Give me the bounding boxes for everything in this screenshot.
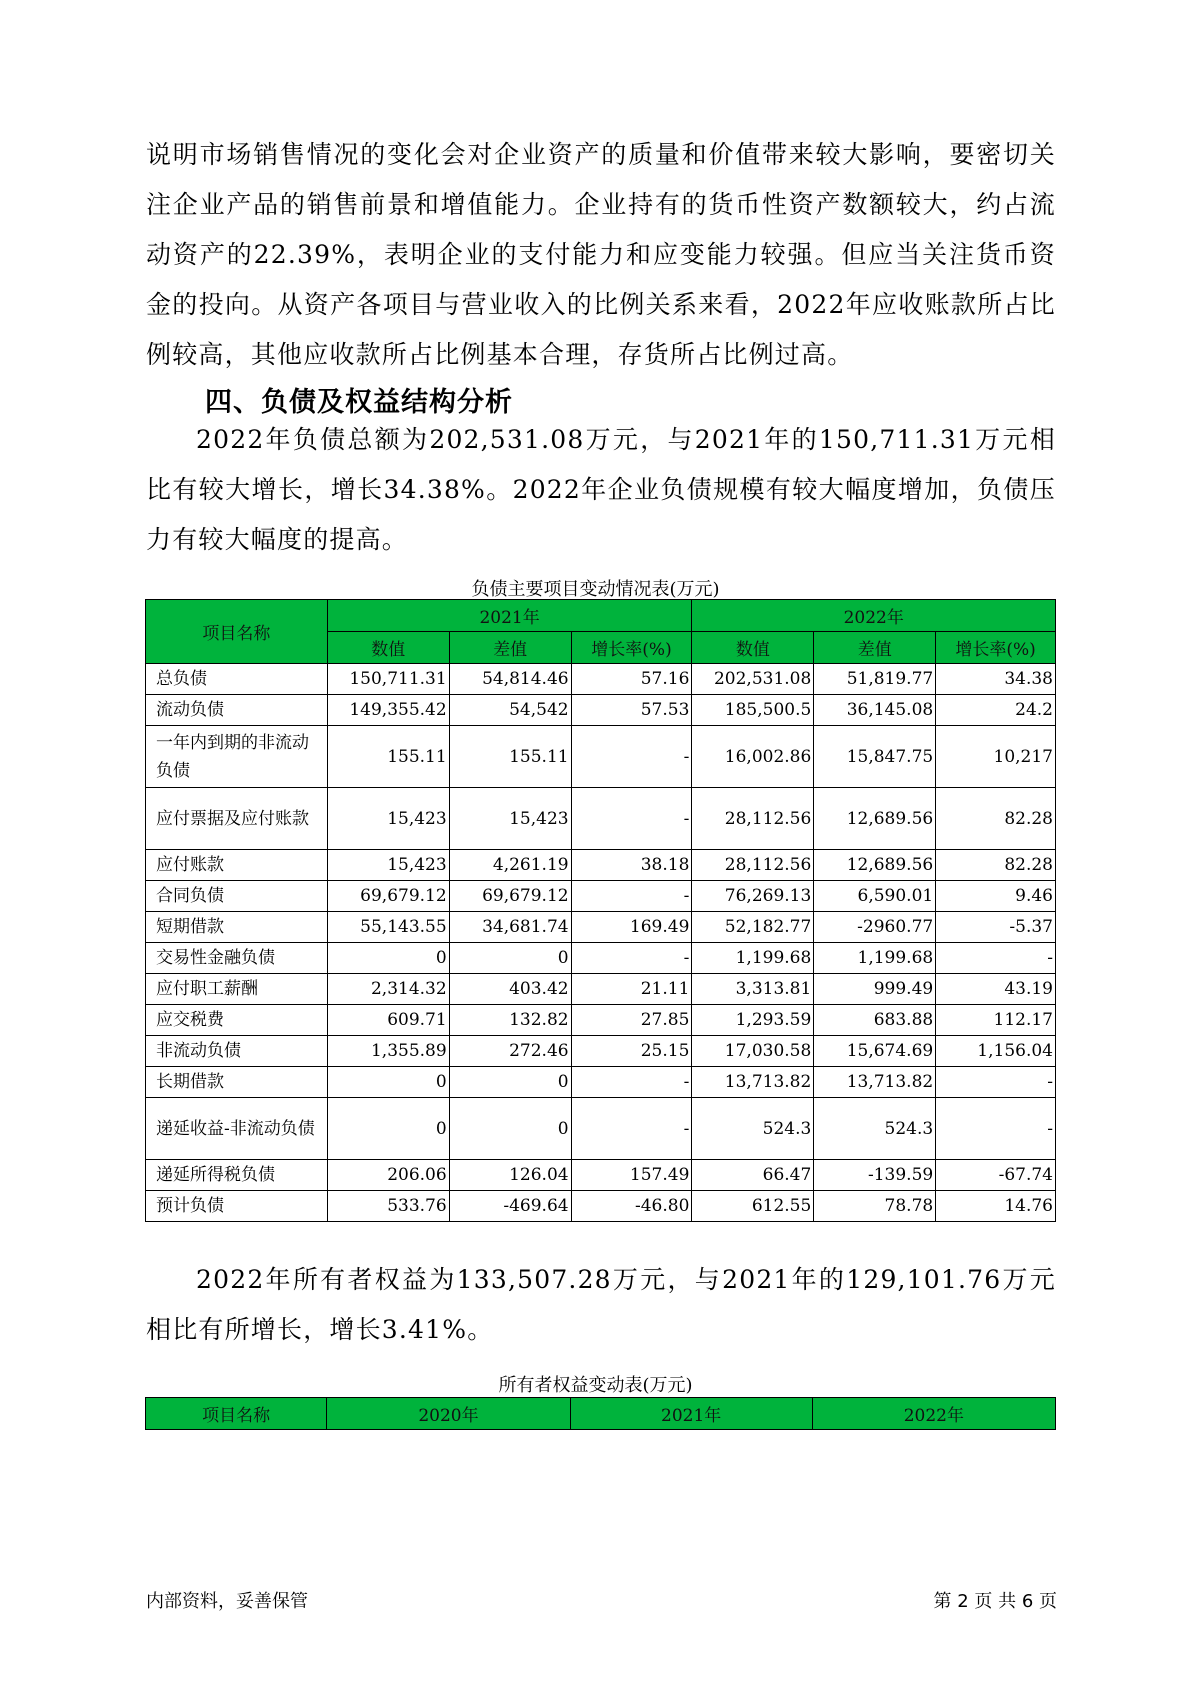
table-row xyxy=(146,788,1056,850)
footer-confidential: 内部资料，妥善保管 xyxy=(146,1591,308,1612)
row-value: 51,819.77 xyxy=(814,664,936,695)
row-value: 12,689.56 xyxy=(814,788,936,850)
table-row xyxy=(146,850,1056,881)
row-label: 应付职工薪酬 xyxy=(146,974,328,1005)
row-value: 0 xyxy=(327,943,449,974)
table-row xyxy=(146,974,1056,1005)
row-label: 交易性金融负债 xyxy=(146,943,328,974)
row-value: 24.2 xyxy=(936,695,1056,726)
row-value: 38.18 xyxy=(571,850,692,881)
row-value: 169.49 xyxy=(571,912,692,943)
equity-header-cell: 2022年 xyxy=(812,1398,1055,1430)
row-label: 短期借款 xyxy=(146,912,328,943)
table-row xyxy=(146,664,1056,695)
row-value: 54,814.46 xyxy=(449,664,571,695)
row-value: 34.38 xyxy=(936,664,1056,695)
table-row xyxy=(146,1005,1056,1036)
paragraph-liability-summary: 2022年负债总额为202,531.08万元，与2021年的150,711.31万元相比有较大增长，增长34.38%。2022年企业负债规模有较大幅度增加，负债压力有较大幅度的提高。 xyxy=(146,425,1056,554)
row-value: 13,713.82 xyxy=(692,1067,814,1098)
row-value: 185,500.5 xyxy=(692,695,814,726)
row-value: 524.3 xyxy=(814,1098,936,1160)
row-value: 82.28 xyxy=(936,850,1056,881)
row-value: 15,423 xyxy=(327,850,449,881)
row-value: 3,313.81 xyxy=(692,974,814,1005)
row-value: 609.71 xyxy=(327,1005,449,1036)
row-value: 55,143.55 xyxy=(327,912,449,943)
subheader-cell: 增长率(%) xyxy=(571,632,692,664)
row-value: 76,269.13 xyxy=(692,881,814,912)
table-row xyxy=(146,881,1056,912)
row-value: 150,711.31 xyxy=(327,664,449,695)
row-value: - xyxy=(936,1098,1056,1160)
row-value: 999.49 xyxy=(814,974,936,1005)
header-item-name: 项目名称 xyxy=(146,600,328,664)
row-value: -2960.77 xyxy=(814,912,936,943)
row-value: 27.85 xyxy=(571,1005,692,1036)
row-value: 0 xyxy=(449,943,571,974)
table-row xyxy=(146,1036,1056,1067)
row-value: 1,355.89 xyxy=(327,1036,449,1067)
subheader-cell: 差值 xyxy=(449,632,571,664)
table-row xyxy=(146,726,1056,788)
table-row xyxy=(146,912,1056,943)
row-value: 15,423 xyxy=(327,788,449,850)
row-value: 57.16 xyxy=(571,664,692,695)
header-year-2021: 2021年 xyxy=(327,600,692,632)
row-value: - xyxy=(571,881,692,912)
row-value: 16,002.86 xyxy=(692,726,814,788)
table-row xyxy=(146,695,1056,726)
row-value: 149,355.42 xyxy=(327,695,449,726)
liability-table xyxy=(145,599,1056,1222)
row-value: 69,679.12 xyxy=(449,881,571,912)
table-row xyxy=(146,1098,1056,1160)
row-value: 21.11 xyxy=(571,974,692,1005)
paragraph-equity-summary: 2022年所有者权益为133,507.28万元，与2021年的129,101.76万元相比有所增长，增长3.41%。 xyxy=(146,1265,1056,1344)
row-value: -67.74 xyxy=(936,1160,1056,1191)
row-value: 15,423 xyxy=(449,788,571,850)
equity-header-cell: 项目名称 xyxy=(146,1398,327,1430)
equity-header-cell: 2020年 xyxy=(327,1398,570,1430)
table2-caption: 所有者权益变动表(万元) xyxy=(498,1375,693,1396)
subheader-cell: 数值 xyxy=(327,632,449,664)
subheader-cell: 增长率(%) xyxy=(936,632,1056,664)
row-label: 递延所得税负债 xyxy=(146,1160,328,1191)
row-value: 15,674.69 xyxy=(814,1036,936,1067)
row-value: 36,145.08 xyxy=(814,695,936,726)
row-value: 1,156.04 xyxy=(936,1036,1056,1067)
row-value: - xyxy=(936,943,1056,974)
row-value: 202,531.08 xyxy=(692,664,814,695)
row-value: 13,713.82 xyxy=(814,1067,936,1098)
row-label: 长期借款 xyxy=(146,1067,328,1098)
row-value: 82.28 xyxy=(936,788,1056,850)
row-value: 10,217 xyxy=(936,726,1056,788)
row-value: 683.88 xyxy=(814,1005,936,1036)
row-value: - xyxy=(571,726,692,788)
row-value: -5.37 xyxy=(936,912,1056,943)
row-label: 应付票据及应付账款 xyxy=(146,788,328,850)
footer-page-number: 第 2 页 共 6 页 xyxy=(933,1591,1057,1612)
row-value: 157.49 xyxy=(571,1160,692,1191)
row-value: - xyxy=(571,1067,692,1098)
row-value: 78.78 xyxy=(814,1191,936,1222)
row-value: 533.76 xyxy=(327,1191,449,1222)
row-value: 1,293.59 xyxy=(692,1005,814,1036)
row-value: -46.80 xyxy=(571,1191,692,1222)
row-value: 25.15 xyxy=(571,1036,692,1067)
row-value: 4,261.19 xyxy=(449,850,571,881)
row-value: 1,199.68 xyxy=(692,943,814,974)
row-value: 126.04 xyxy=(449,1160,571,1191)
row-label: 应付账款 xyxy=(146,850,328,881)
table-row xyxy=(146,1160,1056,1191)
row-value: 0 xyxy=(449,1098,571,1160)
row-label: 流动负债 xyxy=(146,695,328,726)
row-value: 112.17 xyxy=(936,1005,1056,1036)
table-row xyxy=(146,943,1056,974)
row-value: 28,112.56 xyxy=(692,850,814,881)
row-value: 155.11 xyxy=(449,726,571,788)
row-value: -139.59 xyxy=(814,1160,936,1191)
row-value: - xyxy=(571,788,692,850)
section-heading: 四、负债及权益结构分析 xyxy=(205,387,513,418)
row-value: 43.19 xyxy=(936,974,1056,1005)
table-row xyxy=(146,1067,1056,1098)
table1-caption: 负债主要项目变动情况表(万元) xyxy=(471,579,720,600)
row-value: - xyxy=(571,943,692,974)
table-row xyxy=(146,1191,1056,1222)
row-value: 2,314.32 xyxy=(327,974,449,1005)
row-value: 28,112.56 xyxy=(692,788,814,850)
row-value: 6,590.01 xyxy=(814,881,936,912)
subheader-cell: 数值 xyxy=(692,632,814,664)
row-value: 17,030.58 xyxy=(692,1036,814,1067)
row-value: 0 xyxy=(449,1067,571,1098)
row-value: 69,679.12 xyxy=(327,881,449,912)
row-label: 合同负债 xyxy=(146,881,328,912)
subheader-cell: 差值 xyxy=(814,632,936,664)
row-value: 0 xyxy=(327,1067,449,1098)
row-value: - xyxy=(936,1067,1056,1098)
row-value: 14.76 xyxy=(936,1191,1056,1222)
row-value: 272.46 xyxy=(449,1036,571,1067)
row-value: 403.42 xyxy=(449,974,571,1005)
paragraph-asset-analysis: 说明市场销售情况的变化会对企业资产的质量和价值带来较大影响，要密切关注企业产品的销售前景和增值能力。企业持有的货币性资产数额较大，约占流动资产的22.39%，表明企业的支付能力和应变能力较强。但应当关注货币资金的投向。从资产各项目与营业收入的比例关系来看，2022年应收账款所占比例较高，其他应收款所占比例基本合理，存货所占比例过高。 xyxy=(146,140,1056,369)
row-value: 9.46 xyxy=(936,881,1056,912)
row-label: 总负债 xyxy=(146,664,328,695)
row-value: 57.53 xyxy=(571,695,692,726)
row-value: 54,542 xyxy=(449,695,571,726)
header-year-2022: 2022年 xyxy=(692,600,1056,632)
row-value: 15,847.75 xyxy=(814,726,936,788)
row-value: 1,199.68 xyxy=(814,943,936,974)
row-value: 0 xyxy=(327,1098,449,1160)
row-label: 预计负债 xyxy=(146,1191,328,1222)
row-value: 524.3 xyxy=(692,1098,814,1160)
row-value: 52,182.77 xyxy=(692,912,814,943)
row-value: 206.06 xyxy=(327,1160,449,1191)
row-label: 递延收益-非流动负债 xyxy=(146,1098,328,1160)
row-value: 155.11 xyxy=(327,726,449,788)
row-value: 612.55 xyxy=(692,1191,814,1222)
row-value: 66.47 xyxy=(692,1160,814,1191)
equity-header-cell: 2021年 xyxy=(570,1398,812,1430)
row-value: 132.82 xyxy=(449,1005,571,1036)
row-value: -469.64 xyxy=(449,1191,571,1222)
row-label: 应交税费 xyxy=(146,1005,328,1036)
row-value: 34,681.74 xyxy=(449,912,571,943)
row-value: - xyxy=(571,1098,692,1160)
row-value: 12,689.56 xyxy=(814,850,936,881)
row-label: 一年内到期的非流动负债 xyxy=(146,726,328,788)
row-label: 非流动负债 xyxy=(146,1036,328,1067)
equity-table xyxy=(145,1397,1056,1430)
